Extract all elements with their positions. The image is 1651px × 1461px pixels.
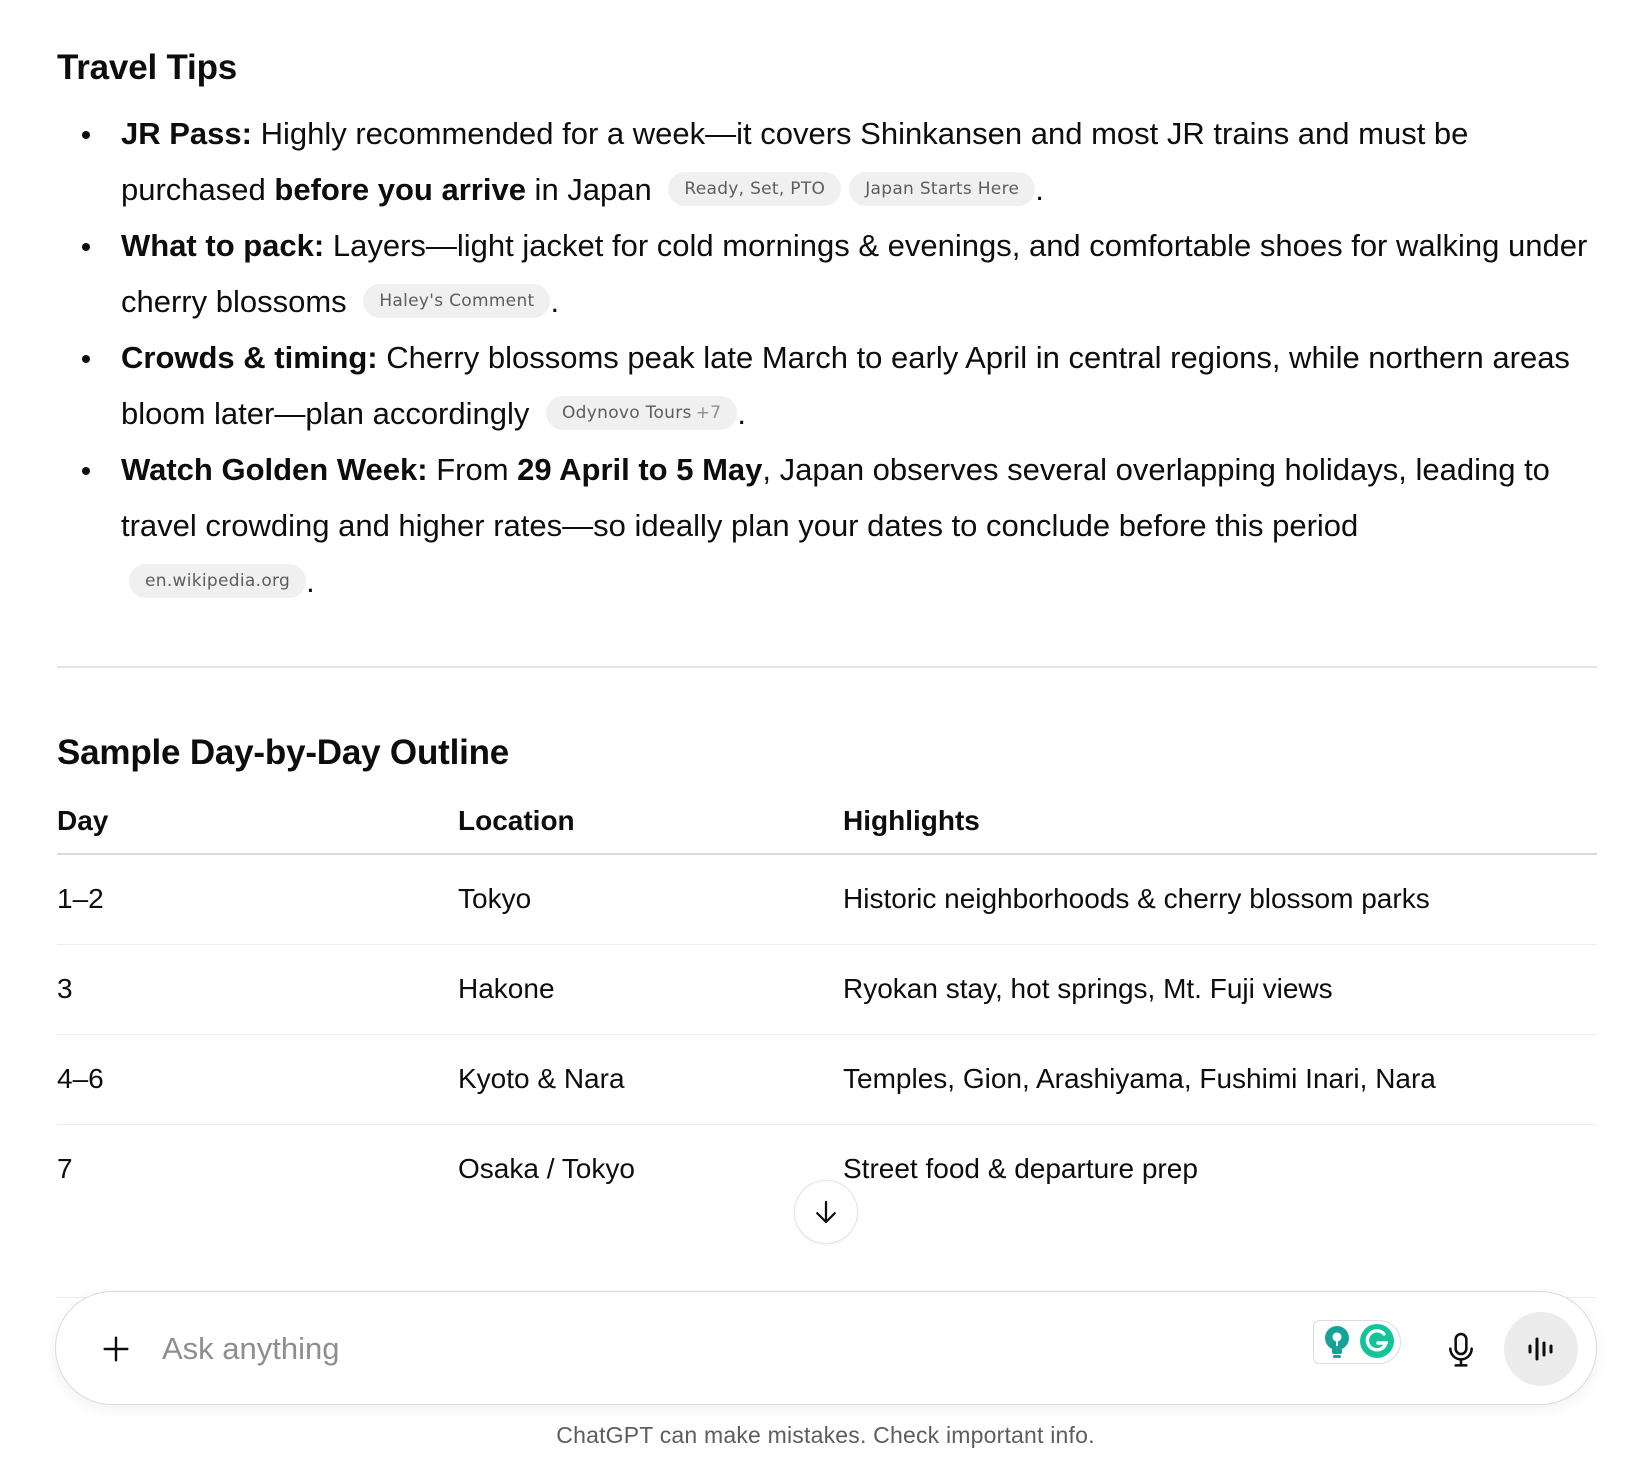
column-header-day: Day: [57, 790, 458, 854]
outline-heading: Sample Day-by-Day Outline: [57, 733, 510, 772]
table-row: [57, 944, 1597, 1034]
tip-label: JR Pass:: [121, 116, 252, 151]
tip-text: Cherry blossoms peak late March to early April in central regions, while northern areas bloom later—plan accordingly: [121, 340, 1570, 431]
source-pill[interactable]: en.wikipedia.org: [129, 564, 306, 598]
tip-item-crowds-timing: [57, 330, 1597, 442]
table-header-row: [57, 790, 1597, 854]
period: .: [1035, 172, 1044, 207]
tip-emphasis: 29 April to 5 May: [517, 452, 763, 487]
microphone-icon: [1445, 1331, 1477, 1369]
voice-mode-icon: [1525, 1334, 1557, 1364]
table-row: [57, 1034, 1597, 1124]
voice-mode-button[interactable]: [1504, 1312, 1578, 1386]
source-pill-count: +7: [695, 402, 722, 423]
prompt-input[interactable]: [162, 1322, 1162, 1376]
source-pill[interactable]: [546, 396, 737, 430]
cell-location: Kyoto & Nara: [458, 1034, 843, 1124]
tip-text: , Japan observes several overlapping holidays, leading to travel crowding and higher rates—so ideally plan your dates to conclude before this period: [121, 452, 1550, 543]
message-composer: [55, 1291, 1597, 1405]
tip-text: in Japan: [525, 172, 652, 207]
table-row: [57, 854, 1597, 944]
cell-highlights: Historic neighborhoods & cherry blossom parks: [843, 854, 1597, 944]
tip-item-jr-pass: [57, 106, 1597, 218]
outline-table: [57, 790, 1597, 1214]
tip-item-golden-week: [57, 442, 1597, 610]
cell-day: 4–6: [57, 1034, 458, 1124]
section-divider: [57, 666, 1597, 668]
extension-widgets: [1313, 1320, 1401, 1364]
disclaimer-text: ChatGPT can make mistakes. Check important info.: [556, 1422, 1095, 1448]
cell-location: Tokyo: [458, 854, 843, 944]
grammarly-icon[interactable]: [1358, 1322, 1396, 1360]
tip-text: Highly recommended for a week—it covers Shinkansen and most JR trains and must be purchased: [121, 116, 1469, 207]
plus-icon: [99, 1332, 133, 1366]
arrow-down-icon: [811, 1197, 841, 1227]
cell-highlights: Ryokan stay, hot springs, Mt. Fuji views: [843, 944, 1597, 1034]
cell-day: 1–2: [57, 854, 458, 944]
cell-location: Osaka / Tokyo: [458, 1153, 635, 1185]
source-pill[interactable]: Haley's Comment: [363, 284, 550, 318]
tip-label: What to pack:: [121, 228, 325, 263]
cell-day: 3: [57, 944, 458, 1034]
cell-location: Hakone: [458, 944, 843, 1034]
scroll-to-bottom-button[interactable]: [794, 1180, 858, 1244]
column-header-highlights: Highlights: [843, 790, 1597, 854]
travel-tips-heading: Travel Tips: [57, 48, 238, 87]
source-pill-label: Odynovo Tours: [562, 402, 692, 423]
cell-day: 7: [57, 1153, 73, 1185]
tip-label: Crowds & timing:: [121, 340, 378, 375]
add-attachment-button[interactable]: [92, 1325, 140, 1373]
dictate-button[interactable]: [1436, 1325, 1486, 1375]
tip-label: Watch Golden Week:: [121, 452, 428, 487]
tip-text: Layers—light jacket for cold mornings & evenings, and comfortable shoes for walking under cherry blossoms: [121, 228, 1588, 319]
travel-tips-list: [57, 106, 1597, 610]
tip-text: From: [427, 452, 518, 487]
period: .: [306, 564, 315, 599]
cell-highlights: Temples, Gion, Arashiyama, Fushimi Inari, Nara: [843, 1034, 1597, 1124]
cell-highlights: Street food & departure prep: [843, 1153, 1198, 1185]
period: .: [550, 284, 560, 319]
source-pill[interactable]: Japan Starts Here: [849, 172, 1035, 206]
column-header-location: Location: [458, 790, 843, 854]
source-pill[interactable]: Ready, Set, PTO: [668, 172, 841, 206]
lightbulb-icon[interactable]: [1320, 1323, 1354, 1361]
tip-item-what-to-pack: [57, 218, 1597, 330]
period: .: [737, 396, 746, 431]
tip-emphasis: before you arrive: [274, 172, 526, 207]
